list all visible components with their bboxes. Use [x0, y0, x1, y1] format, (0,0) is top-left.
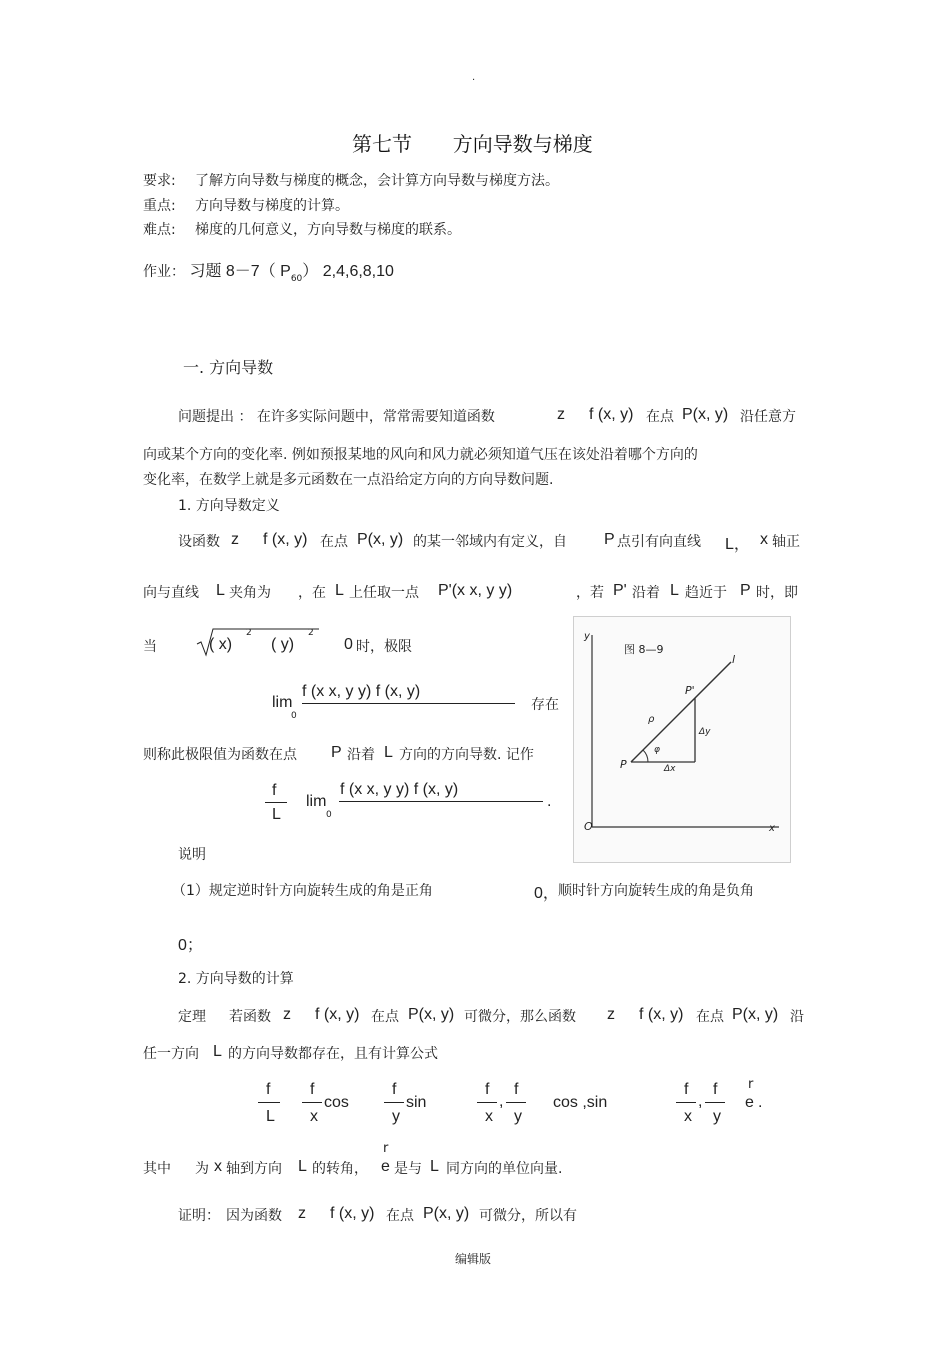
- header-dot: .: [472, 72, 476, 83]
- def-l1P2: P: [604, 531, 615, 548]
- notes-n1c: 0；: [178, 937, 203, 954]
- figure-8-9: [573, 616, 791, 863]
- figure-origin: O: [584, 820, 593, 833]
- def-l1b: 在点: [320, 534, 348, 550]
- fm-bar3: [384, 1102, 404, 1103]
- homework-text: 习题 8－7（ P: [189, 263, 291, 280]
- fm-comma2: ,: [698, 1093, 703, 1110]
- page-title: [352, 128, 593, 157]
- figure-P: P: [620, 758, 627, 771]
- proof-z: z: [298, 1205, 306, 1222]
- figure-y-axis: y: [584, 631, 590, 642]
- lim1-num: f (x x, y y) f (x, y): [302, 683, 421, 700]
- lim2: lim: [306, 793, 327, 810]
- sqrt-dy: ( y): [271, 636, 295, 653]
- def-l2P: P'(x x, y y): [438, 582, 513, 599]
- def-then-c: 方向的方向导数. 记作: [399, 747, 534, 763]
- lim2-num: f (x x, y y) f (x, y): [340, 781, 459, 798]
- intro-pxy: P(x, y): [682, 406, 729, 423]
- def-l2L3: L: [670, 582, 679, 599]
- diff-label: 难点:: [143, 222, 176, 238]
- def-l2c: ，在: [298, 585, 326, 601]
- thm-P2: P(x, y): [732, 1006, 779, 1023]
- fm-e: e: [745, 1094, 754, 1111]
- def-then: 则称此极限值为函数在点: [143, 747, 297, 763]
- where-c: 轴到方向: [226, 1161, 282, 1177]
- df-den: L: [272, 806, 281, 823]
- proof-c: 在点: [386, 1208, 414, 1224]
- thm-f2: f (x, y): [639, 1006, 684, 1023]
- def-l1x: x: [760, 531, 768, 548]
- req-label: 要求:: [143, 173, 176, 189]
- fm-f2: f: [310, 1081, 315, 1098]
- fm-r: r: [748, 1077, 754, 1092]
- sqrt-sup1: 2: [246, 628, 252, 638]
- where-L: L: [298, 1158, 307, 1175]
- df-num: f: [272, 782, 277, 799]
- thm-z2: z: [607, 1006, 615, 1023]
- figure-drawing: [574, 617, 790, 862]
- notes-n1-zero: 0，: [534, 885, 559, 902]
- lim2-period: .: [547, 793, 552, 810]
- where-g: 同方向的单位向量.: [446, 1161, 563, 1177]
- fm-sin: sin: [406, 1094, 427, 1111]
- lim1: lim: [272, 694, 293, 711]
- lim1-sub: 0: [291, 711, 297, 721]
- fm-f3: f: [392, 1081, 397, 1098]
- sqrt-sup2: 2: [308, 628, 314, 638]
- fm-cos: cos: [324, 1094, 349, 1111]
- def-l1L: L，: [725, 536, 750, 553]
- key-label: 重点:: [143, 198, 176, 214]
- where-r: r: [383, 1141, 389, 1156]
- calc-l2b: 的方向导数都存在，且有计算公式: [228, 1046, 438, 1062]
- def-heading: 1. 方向导数定义: [178, 498, 280, 514]
- diff-text: 梯度的几何意义，方向导数与梯度的联系。: [195, 222, 461, 238]
- fm-bar6: [676, 1102, 696, 1103]
- fm-f4: f: [485, 1081, 490, 1098]
- fm-f7: f: [713, 1081, 718, 1098]
- lim2-sub: 0: [326, 810, 332, 820]
- proof-d: 可微分，所以有: [479, 1208, 577, 1224]
- figure-P-prime: P': [685, 684, 695, 697]
- figure-dx: Δx: [664, 764, 676, 774]
- thm-c: 在点: [371, 1009, 399, 1025]
- figure-dy: Δy: [699, 727, 711, 737]
- thm-b: 若函数: [229, 1009, 271, 1025]
- intro-fxy: f (x, y): [589, 406, 634, 423]
- where-e: e: [381, 1158, 390, 1175]
- homework-label: 作业：: [143, 264, 185, 280]
- proof-b: 因为函数: [226, 1208, 282, 1224]
- where-x: x: [214, 1158, 222, 1175]
- homework: [143, 258, 394, 284]
- where-L2: L: [430, 1158, 439, 1175]
- def-then-L: L: [384, 744, 393, 761]
- proof-P: P(x, y): [423, 1205, 470, 1222]
- figure-l: l: [732, 653, 736, 666]
- thm-along: 沿: [790, 1009, 804, 1025]
- sqrt-dx: ( x): [209, 636, 233, 653]
- fm-L: L: [266, 1108, 275, 1125]
- def-l2L2: L: [335, 582, 344, 599]
- def-l2L: L: [216, 582, 225, 599]
- where-f: 是与: [394, 1161, 422, 1177]
- intro-along: 沿任意方: [740, 409, 796, 425]
- fm-f5: f: [514, 1081, 519, 1098]
- figure-phi: φ: [654, 745, 660, 755]
- notes-label: 说明: [178, 847, 206, 863]
- def-l1z: z: [231, 531, 239, 548]
- def-l2a: 向与直线: [143, 585, 199, 601]
- fm-dot: .: [758, 1094, 763, 1111]
- def-l2g: 趋近于: [685, 585, 727, 601]
- def-then-b: 沿着: [347, 747, 375, 763]
- def-l1P: P(x, y): [357, 531, 404, 548]
- df-bar: [265, 802, 287, 803]
- figure-x-axis: x: [769, 823, 775, 834]
- fm-bar2: [302, 1102, 322, 1103]
- fm-x3: x: [684, 1108, 692, 1125]
- calc-l2L: L: [213, 1043, 222, 1060]
- def-l1a: 设函数: [178, 534, 220, 550]
- fm-x: x: [310, 1108, 318, 1125]
- homework-sub: 60: [290, 274, 303, 284]
- section-heading: 一. 方向导数: [183, 358, 274, 377]
- where-a: 其中: [143, 1161, 171, 1177]
- def-l2P2: P': [613, 582, 627, 599]
- where-b: 为: [195, 1161, 209, 1177]
- fm-cossin: cos ,sin: [553, 1094, 608, 1111]
- def-l2h: 时，即: [756, 585, 798, 601]
- lim2-bar: [339, 801, 543, 802]
- req-text: 了解方向导数与梯度的概念，会计算方向导数与梯度方法。: [195, 173, 559, 189]
- thm-z: z: [283, 1006, 291, 1023]
- fm-f1: f: [266, 1081, 271, 1098]
- lim1-bar: [302, 703, 515, 704]
- def-l2f: 沿着: [632, 585, 660, 601]
- intro-z: z: [557, 406, 565, 423]
- thm-d: 可微分，那么函数: [464, 1009, 576, 1025]
- fm-comma: ,: [499, 1093, 504, 1110]
- intro-line1: 问题提出 ： 在许多实际问题中，常常需要知道函数: [178, 409, 495, 425]
- fm-f6: f: [684, 1081, 689, 1098]
- def-l2e: ，若: [576, 585, 604, 601]
- intro-line3: 变化率，在数学上就是多元函数在一点沿给定方向的方向导数问题.: [143, 472, 554, 488]
- def-l2d: 上任取一点: [349, 585, 419, 601]
- section-number: 第七节: [352, 132, 412, 156]
- intro-at: 在点: [646, 409, 674, 425]
- def-l1c: 的某一邻域内有定义，自: [413, 534, 567, 550]
- section-name: 方向导数与梯度: [452, 132, 593, 156]
- calc-l2a: 任一方向: [143, 1046, 199, 1062]
- def-limit-text: 时，极限: [356, 639, 412, 655]
- homework-close: ）: [302, 263, 319, 280]
- footer: 编辑版: [455, 1252, 492, 1266]
- notes-n1a: （1）规定逆时针方向旋转生成的角是正角: [172, 883, 433, 899]
- def-l1f: f (x, y): [263, 531, 308, 548]
- calc-heading: 2. 方向导数的计算: [178, 971, 294, 987]
- proof-f: f (x, y): [330, 1205, 375, 1222]
- def-zero: 0: [344, 636, 353, 653]
- def-l1e: 轴正: [772, 534, 800, 550]
- fm-y2: y: [514, 1108, 522, 1125]
- fm-bar4: [477, 1102, 497, 1103]
- intro-line2: 向或某个方向的变化率. 例如预报某地的风向和风力就必须知道气压在该处沿着哪个方向的: [143, 447, 698, 463]
- def-then-P: P: [331, 744, 342, 761]
- notes-n1b: 顺时针方向旋转生成的角是负角: [558, 883, 754, 899]
- thm-e: 在点: [696, 1009, 724, 1025]
- fm-bar5: [506, 1102, 526, 1103]
- def-when: 当: [143, 639, 157, 655]
- lim1-exists: 存在: [531, 697, 559, 713]
- proof-a: 证明：: [178, 1208, 220, 1224]
- homework-items: 2,4,6,8,10: [322, 263, 394, 280]
- fm-y: y: [392, 1108, 400, 1125]
- fm-bar7: [705, 1102, 725, 1103]
- fm-x2: x: [485, 1108, 493, 1125]
- where-d: 的转角，: [312, 1161, 368, 1177]
- key-text: 方向导数与梯度的计算。: [195, 198, 349, 214]
- def-l2P3: P: [740, 582, 751, 599]
- def-l1d: 点引有向直线: [617, 534, 701, 550]
- fm-y3: y: [713, 1108, 721, 1125]
- def-l2b: 夹角为: [229, 585, 271, 601]
- figure-rho: ρ: [648, 714, 655, 725]
- thm-f: f (x, y): [315, 1006, 360, 1023]
- figure-caption: 图 8—9: [624, 643, 664, 656]
- thm-label: 定理: [178, 1009, 206, 1025]
- thm-P: P(x, y): [408, 1006, 455, 1023]
- fm-bar1: [258, 1102, 280, 1103]
